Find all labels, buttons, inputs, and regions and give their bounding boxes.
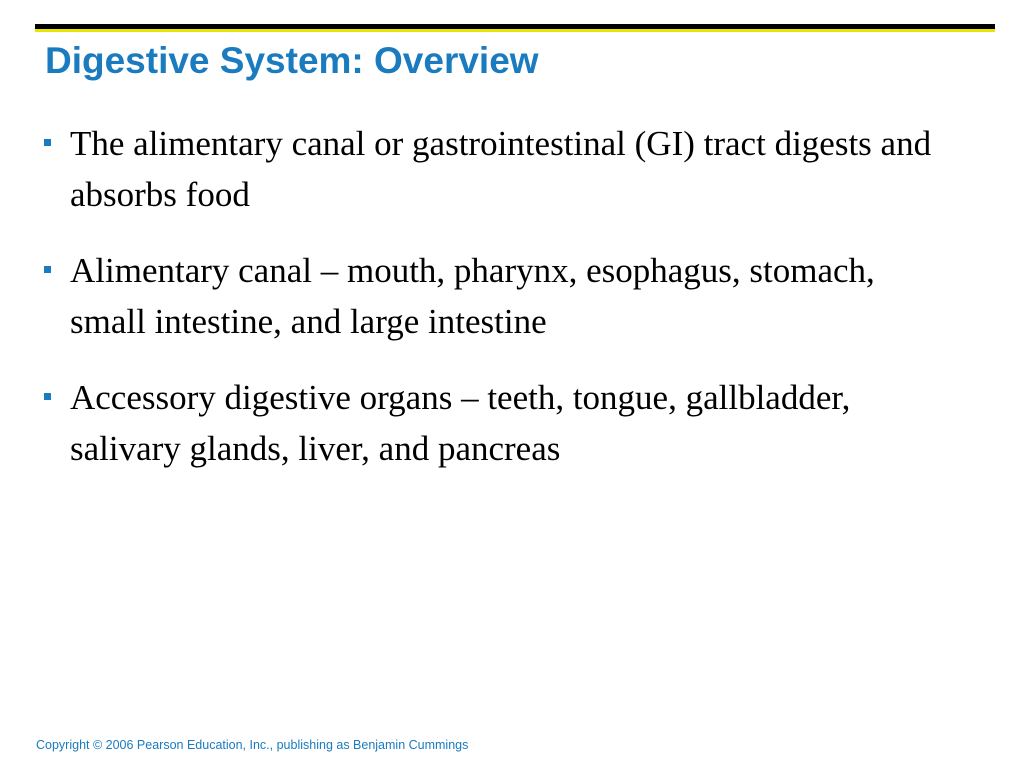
bullet-item [44, 372, 944, 474]
bullet-text: Alimentary canal – mouth, pharynx, esophagus, stomach, small intestine, and large intestine [70, 251, 875, 341]
header-accent-rule [35, 29, 995, 32]
bullet-text: Accessory digestive organs – teeth, tongue, gallbladder, salivary glands, liver, and pancreas [70, 378, 851, 468]
square-bullet-icon [44, 393, 51, 400]
copyright-footer: Copyright © 2006 Pearson Education, Inc., publishing as Benjamin Cummings [36, 738, 469, 752]
square-bullet-icon [44, 139, 51, 146]
square-bullet-icon [44, 266, 51, 273]
bullet-text: The alimentary canal or gastrointestinal (GI) tract digests and absorbs food [70, 124, 932, 214]
bullet-item [44, 245, 944, 347]
slide-title: Digestive System: Overview [45, 40, 539, 81]
bullet-item [44, 118, 944, 220]
bullet-list [44, 118, 944, 499]
